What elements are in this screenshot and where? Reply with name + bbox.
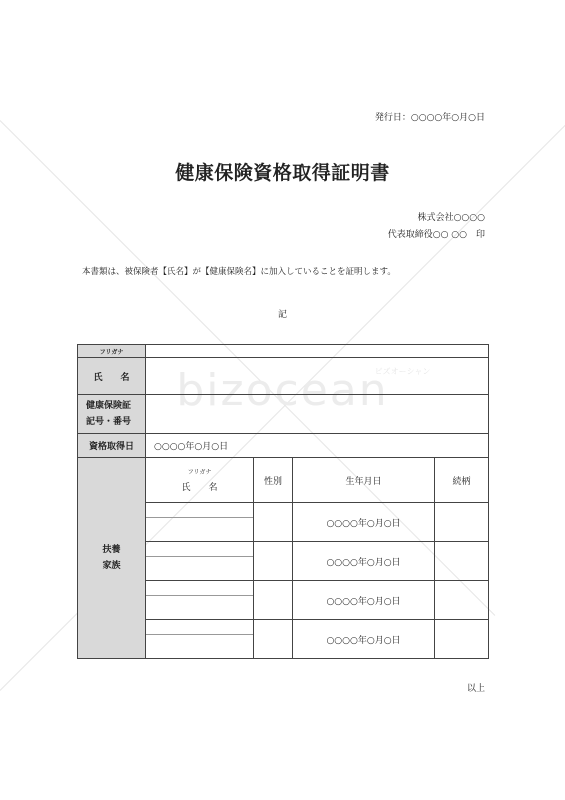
dependent-relation-cell[interactable] <box>435 503 489 542</box>
insurance-number-field[interactable] <box>146 395 489 434</box>
page-title: 健康保険資格取得証明書 <box>175 162 390 184</box>
dependent-name-cell[interactable] <box>146 581 254 620</box>
dependent-gender-cell[interactable] <box>254 542 293 581</box>
dependent-name-header <box>146 458 254 503</box>
dependent-gender-cell[interactable] <box>254 581 293 620</box>
watermark-text: bizocean <box>176 365 389 416</box>
dependent-furigana-header: フリガナ <box>187 469 212 476</box>
dependent-relation-cell[interactable] <box>435 620 489 659</box>
insurance-label-line1: 健康保険証 <box>86 401 132 411</box>
ki-marker: 記 <box>277 310 287 320</box>
dependents-label <box>78 458 146 659</box>
birthdate-header: 生年月日 <box>293 458 435 503</box>
furigana-field[interactable] <box>146 345 489 358</box>
dependent-gender-cell[interactable] <box>254 620 293 659</box>
dependent-relation-cell[interactable] <box>435 542 489 581</box>
issue-date: 発行日：○○○○年○月○日 <box>374 113 485 123</box>
dependent-birthdate[interactable]: ○○○○年○月○日 <box>293 503 435 542</box>
acquisition-date-value[interactable]: ○○○○年○月○日 <box>146 434 489 458</box>
relation-header: 続柄 <box>435 458 489 503</box>
closing-mark: 以上 <box>466 684 485 694</box>
gender-header: 性別 <box>254 458 293 503</box>
furigana-label: フリガナ <box>78 345 146 358</box>
name-label: 氏 名 <box>78 358 146 395</box>
dependent-name-cell[interactable] <box>146 620 254 659</box>
acquisition-date-label: 資格取得日 <box>78 434 146 458</box>
name-field[interactable] <box>146 358 489 395</box>
representative: 代表取締役○○ ○○ 印 <box>387 230 485 240</box>
dependent-name-cell[interactable] <box>146 503 254 542</box>
dependent-birthdate[interactable]: ○○○○年○月○日 <box>293 542 435 581</box>
dependents-label-line1: 扶養 <box>102 545 121 555</box>
dependent-gender-cell[interactable] <box>254 503 293 542</box>
watermark-kana: ビズオーシャン <box>374 367 431 376</box>
dependent-birthdate[interactable]: ○○○○年○月○日 <box>293 620 435 659</box>
certificate-table <box>77 344 489 659</box>
dependent-relation-cell[interactable] <box>435 581 489 620</box>
dependents-label-line2: 家族 <box>102 561 121 571</box>
dependent-name-cell[interactable] <box>146 542 254 581</box>
insurance-number-label <box>78 395 146 434</box>
insurance-label-line2: 記号・番号 <box>86 417 132 427</box>
company-name: 株式会社○○○○ <box>417 213 485 223</box>
dependent-birthdate[interactable]: ○○○○年○月○日 <box>293 581 435 620</box>
dependent-name-header-label: 氏 名 <box>181 483 218 493</box>
certification-statement: 本書類は、被保険者【氏名】が【健康保険名】に加入していることを証明します。 <box>82 267 396 277</box>
